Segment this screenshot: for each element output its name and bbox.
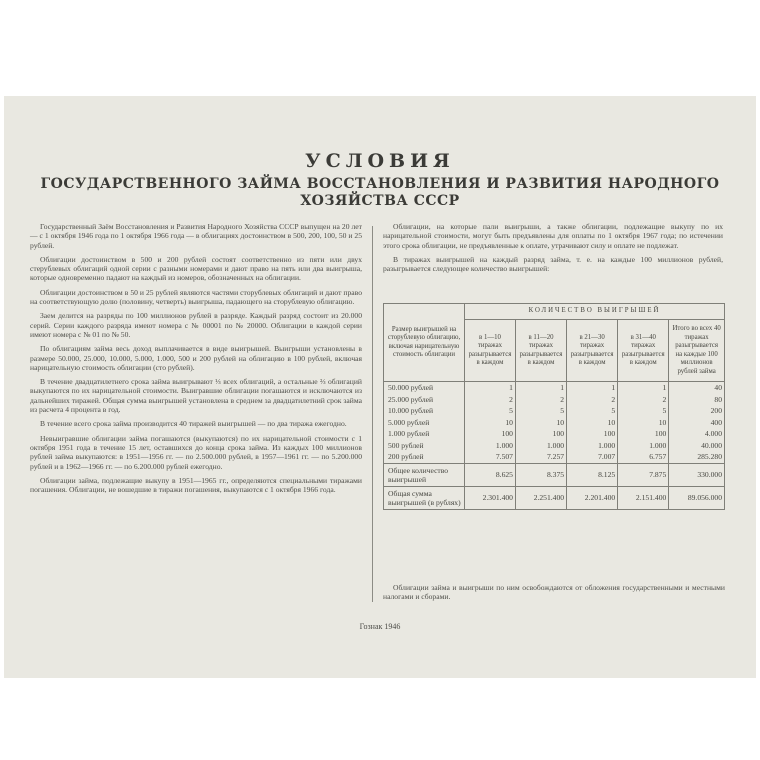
cell: 4.000 <box>669 428 725 440</box>
row-label: 50.000 рублей <box>384 382 465 394</box>
subheader-draws-31-40: в 31—40 тиражах разыгрывается в каждом <box>618 320 669 382</box>
cell: 10 <box>618 417 669 429</box>
cell: 40.000 <box>669 440 725 452</box>
row-label: 200 рублей <box>384 451 465 463</box>
cell: 1 <box>618 382 669 394</box>
cell: 100 <box>515 428 566 440</box>
cell: 2.251.400 <box>515 486 566 509</box>
row-label: 10.000 рублей <box>384 405 465 417</box>
cell: 5 <box>465 405 516 417</box>
paragraph: Заем делится на разряды по 100 миллионов рублей в разряде. Каждый разряд состоит из 20.000 серий. Серии каждого разряда имеют номера с № 00001 по № 20000. Облигации в каждой серии имеют номера с № 01 по № 50. <box>30 311 362 339</box>
paragraph: Облигации, на которые пали выигрыши, а также облигации, подлежащие выкупу по их нарицательной стоимости, могут быть предъявлены для оплаты по 1 октября 1967 года; по истечении этого срока облигации, не предъявленные к оплате, утрачивают силу и оплате не подлежат. <box>383 222 723 250</box>
tax-exemption-note: Облигации займа и выигрыши по ним освобождаются от обложения государственными и местными налогами и сборами. <box>383 583 725 602</box>
cell: 8.375 <box>515 463 566 486</box>
printer-imprint: Гознак 1946 <box>359 622 401 631</box>
row-label: 5.000 рублей <box>384 417 465 429</box>
row-label: 25.000 рублей <box>384 394 465 406</box>
cell: 2 <box>465 394 516 406</box>
right-column-text <box>383 222 723 278</box>
row-label: Общая сумма выигрышей (в рублях) <box>384 486 465 509</box>
paragraph: Невыигравшие облигации займа погашаются (выкупаются) по их нарицательной стоимости с 1 октября 1951 года в течение 15 лет, оставшихся до конца срока займа. Из каждых 100 миллионов рублей займа выкупаются: в 1951—1956 гг. — по 2.500.000 рублей, в 1957—1961 гг. — по 5.200.000 рублей и в 1962—1966 гг. — по 6.200.000 рублей ежегодно. <box>30 433 362 471</box>
subheader-total: Итого во всех 40 тиражах разыгрывается на каждые 100 миллионов рублей займа <box>669 320 725 382</box>
paragraph: Облигации займа, подлежащие выкупу в 1951—1965 гг., определяются специальными тиражами погашения. Облигации, не вошедшие в тиражи погашения, выкупаются с 1 октября 1966 года. <box>30 475 362 495</box>
table-row <box>384 405 725 417</box>
cell: 10 <box>567 417 618 429</box>
paragraph: В течение двадцатилетнего срока займа выигрывают ⅓ всех облигаций, а остальные ⅔ облигаций выкупаются по их нарицательной стоимости. Выигравшие облигации погашаются и исключаются из дальнейших тиражей. Общая сумма выигрышей установлена в среднем за двадцатилетний срок займа из расчета 4 процента в год. <box>30 377 362 415</box>
cell: 1 <box>515 382 566 394</box>
cell: 10 <box>515 417 566 429</box>
cell: 5 <box>567 405 618 417</box>
paragraph: Государственный Заём Восстановления и Развития Народного Хозяйства СССР выпущен на 20 лет — с 1 октября 1946 года по 1 октября 1966 года — в облигациях достоинством в 500, 200, 100, 50 и 25 рублей. <box>30 222 362 250</box>
paragraph: Облигации достоинством в 500 и 200 рублей состоят соответственно из пяти или двух стерублевых облигаций одной серии с разными номерами и дают право на пять или два выигрыша, которые одновременно падают на каждый из номеров, обозначенных на облигации. <box>30 254 362 283</box>
cell: 7.257 <box>515 451 566 463</box>
cell: 1 <box>465 382 516 394</box>
cell: 7.507 <box>465 451 516 463</box>
header-count: КОЛИЧЕСТВО ВЫИГРЫШЕЙ <box>465 304 725 320</box>
table-row <box>384 394 725 406</box>
subheader-draws-11-20: в 11—20 тиражах разыгрывается в каждом <box>515 320 566 382</box>
cell: 2 <box>618 394 669 406</box>
cell: 2.301.400 <box>465 486 516 509</box>
cell: 8.625 <box>465 463 516 486</box>
cell: 40 <box>669 382 725 394</box>
cell: 1.000 <box>515 440 566 452</box>
table-row <box>384 440 725 452</box>
cell: 1.000 <box>567 440 618 452</box>
paragraph: В тиражах выигрышей на каждый разряд займа, т. е. на каждые 100 миллионов рублей, разыгрывается следующее количество выигрышей: <box>383 254 723 274</box>
cell: 400 <box>669 417 725 429</box>
cell: 2 <box>515 394 566 406</box>
cell: 1.000 <box>618 440 669 452</box>
total-count-row <box>384 463 725 486</box>
cell: 2.151.400 <box>618 486 669 509</box>
subheader-draws-1-10: в 1—10 тиражах разыгрывается в каждом <box>465 320 516 382</box>
cell: 5 <box>618 405 669 417</box>
cell: 330.000 <box>669 463 725 486</box>
cell: 285.280 <box>669 451 725 463</box>
row-label: 500 рублей <box>384 440 465 452</box>
cell: 2.201.400 <box>567 486 618 509</box>
row-label: 1.000 рублей <box>384 428 465 440</box>
column-divider <box>372 226 373 602</box>
table-row <box>384 428 725 440</box>
cell: 89.056.000 <box>669 486 725 509</box>
cell: 7.007 <box>567 451 618 463</box>
row-label: Общее количество выигрышей <box>384 463 465 486</box>
cell: 1 <box>567 382 618 394</box>
subheader-draws-21-30: в 21—30 тиражах разыгрывается в каждом <box>567 320 618 382</box>
cell: 10 <box>465 417 516 429</box>
cell: 100 <box>567 428 618 440</box>
paragraph: Облигации достоинством в 50 и 25 рублей являются частями сторублевых облигаций и дают право на соответствующую долю (половину, четверть) выигрыша, падающего на сторублевую облигацию. <box>30 287 362 307</box>
table-row <box>384 382 725 394</box>
paragraph: В течение всего срока займа производится 40 тиражей выигрышей — по два тиража ежегодно. <box>40 419 347 429</box>
cell: 8.125 <box>567 463 618 486</box>
cell: 100 <box>618 428 669 440</box>
cell: 7.875 <box>618 463 669 486</box>
subtitle-line-2: ХОЗЯЙСТВА СССР <box>300 193 460 209</box>
document-title: УСЛОВИЯ <box>305 150 455 172</box>
header-prize-size: Размер выигрышей на сторублевую облигацию, включая нарицательную стоимость облигации <box>384 304 465 382</box>
cell: 80 <box>669 394 725 406</box>
cell: 100 <box>465 428 516 440</box>
winnings-table <box>383 303 725 510</box>
cell: 2 <box>567 394 618 406</box>
cell: 1.000 <box>465 440 516 452</box>
table-row <box>384 417 725 429</box>
left-column-text <box>30 222 362 499</box>
subtitle-line-1: ГОСУДАРСТВЕННОГО ЗАЙМА ВОССТАНОВЛЕНИЯ И РАЗВИТИЯ НАРОДНОГО <box>40 176 720 192</box>
cell: 5 <box>515 405 566 417</box>
table-row <box>384 451 725 463</box>
total-sum-row <box>384 486 725 509</box>
cell: 200 <box>669 405 725 417</box>
cell: 6.757 <box>618 451 669 463</box>
paragraph: По облигациям займа весь доход выплачивается в виде выигрышей. Выигрыши установлены в размере 50.000, 25.000, 10.000, 5.000, 1.000, 500 и 200 рублей на облигацию в 100 рублей, включая нарицательную стоимость облигации (сто рублей). <box>30 344 362 372</box>
document-subtitle <box>0 176 760 210</box>
